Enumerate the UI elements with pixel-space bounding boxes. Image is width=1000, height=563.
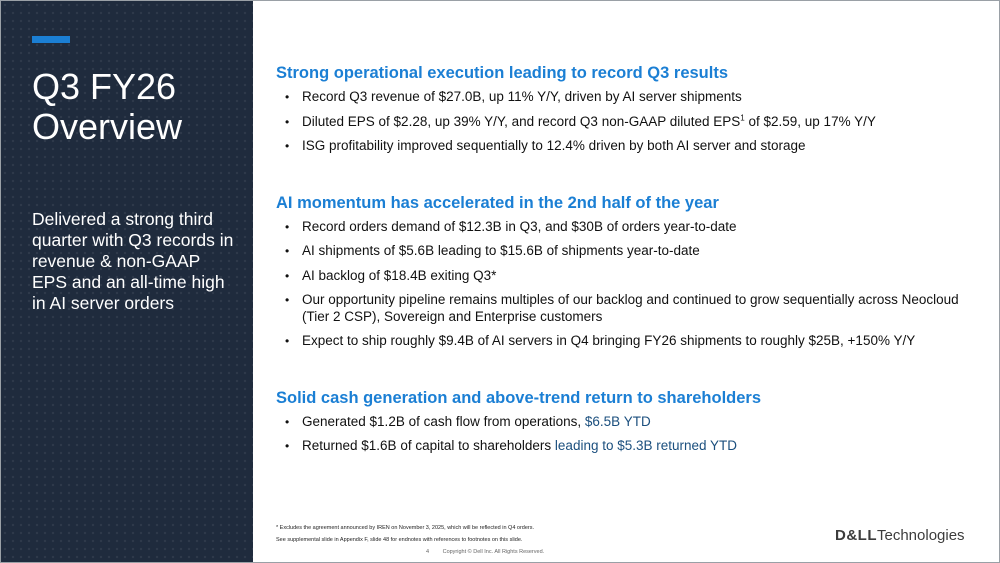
page-title <box>32 67 247 147</box>
list-item <box>276 243 976 260</box>
logo-brand: D&LL <box>835 527 877 544</box>
list-item <box>276 89 976 106</box>
bullet-icon: • <box>285 244 290 258</box>
section-heading: AI momentum has accelerated in the 2nd half of the year <box>276 193 719 212</box>
highlight-text: $6.5B YTD <box>581 413 651 429</box>
bullet-icon: • <box>285 334 290 348</box>
footnote-ref: 1 <box>740 113 745 122</box>
list-item-text-tail: of $2.59, up 17% Y/Y <box>744 113 876 129</box>
bullet-icon: • <box>285 268 290 283</box>
list-item <box>276 219 976 236</box>
bullet-list <box>276 219 976 350</box>
accent-bar <box>32 36 70 43</box>
list-item-text: Diluted EPS of $2.28, up 39% Y/Y, and record Q3 non-GAAP diluted EPS <box>302 113 741 129</box>
list-item <box>276 333 976 350</box>
list-item-text: AI backlog of $18.4B exiting Q3* <box>302 267 497 283</box>
list-item-text: AI shipments of $5.6B leading to $15.6B of shipments year-to-date <box>302 243 700 258</box>
list-item <box>276 292 976 325</box>
main-content <box>276 63 976 493</box>
section-cash-generation <box>276 388 976 455</box>
section-operational-execution <box>276 63 976 155</box>
footnote-1: * Excludes the agreement announced by IREN on November 3, 2025, which will be reflected in Q4 orders. <box>276 525 535 531</box>
list-item-text: Expect to ship roughly $9.4B of AI servers in Q4 bringing FY26 shipments to roughly $25B, +150% Y/Y <box>302 333 916 348</box>
title-line-2: Overview <box>32 106 183 147</box>
sidebar-panel <box>1 1 253 562</box>
page-number: 4 <box>426 549 430 555</box>
bullet-icon: • <box>285 139 290 153</box>
section-heading: Solid cash generation and above-trend return to shareholders <box>276 388 762 407</box>
dell-technologies-logo <box>835 527 965 544</box>
logo-suffix: Technologies <box>877 527 965 544</box>
list-item-text: Record Q3 revenue of $27.0B, up 11% Y/Y, driven by AI server shipments <box>302 89 742 104</box>
page-footer <box>426 549 556 555</box>
list-item-text: Returned $1.6B of capital to shareholders <box>302 438 552 453</box>
bullet-list <box>276 89 976 155</box>
list-item-text: ISG profitability improved sequentially to 12.4% driven by both AI server and storage <box>302 138 806 153</box>
list-item <box>276 414 976 431</box>
list-item <box>276 138 976 155</box>
title-line-1: Q3 FY26 <box>32 66 177 107</box>
highlight-text: leading to $5.3B returned YTD <box>551 438 738 453</box>
list-item <box>276 268 976 285</box>
list-item-text: Record orders demand of $12.3B in Q3, and $30B of orders year-to-date <box>302 218 737 234</box>
bullet-icon: • <box>285 414 290 429</box>
bullet-list <box>276 414 976 455</box>
bullet-icon: • <box>285 293 290 307</box>
copyright: Copyright © Dell Inc. All Rights Reserved. <box>442 549 545 555</box>
sidebar-summary: Delivered a strong third quarter with Q3 records in revenue & non-GAAP EPS and an all-time high in AI server orders <box>32 209 234 313</box>
list-item <box>276 438 976 455</box>
bullet-icon: • <box>285 114 290 129</box>
bullet-icon: • <box>285 439 290 453</box>
list-item-text: Generated $1.2B of cash flow from operations, <box>302 413 582 429</box>
footnotes <box>276 525 736 549</box>
bullet-icon: • <box>285 90 290 104</box>
footnote-2: See supplemental slide in Appendix F, slide 48 for endnotes with references to footnotes on this slide. <box>276 537 523 543</box>
bullet-icon: • <box>285 219 290 234</box>
section-ai-momentum <box>276 193 976 350</box>
list-item <box>276 114 976 131</box>
list-item-text: Our opportunity pipeline remains multiples of our backlog and continued to grow sequentially across Neocloud (Tier 2 CSP), Sovereign and Enterprise customers <box>302 292 959 324</box>
section-heading: Strong operational execution leading to record Q3 results <box>276 64 729 82</box>
